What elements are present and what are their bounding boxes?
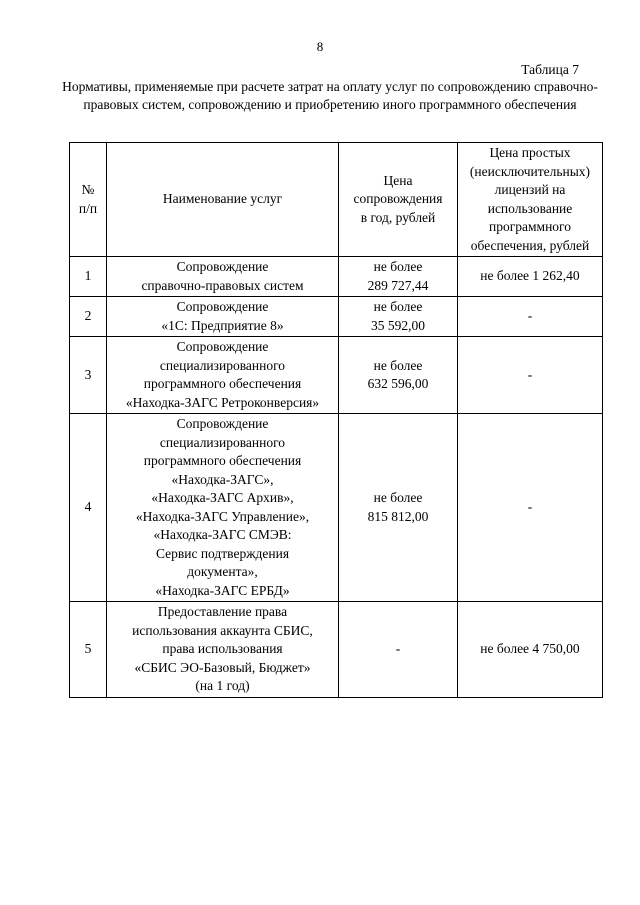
row-service-name: Сопровождение «1С: Предприятие 8» [107,297,339,337]
norms-table [69,142,603,698]
row-license-price: - [458,414,603,602]
table-row [70,257,603,297]
row-license-price: - [458,337,603,414]
document-title: Нормативы, применяемые при расчете затрат на оплату услуг по сопровождению справочно-правовых систем, сопровождению и приобретению иного программного обеспечения [62,79,598,112]
header-number: № п/п [70,143,107,257]
row-number: 5 [70,602,107,698]
row-support-price: не более 35 592,00 [339,297,458,337]
table-row [70,297,603,337]
row-service-name: Сопровождение специализированного программного обеспечения «Находка-ЗАГС», «Находка-ЗАГС Архив», «Находка-ЗАГС Управление», «Находка-ЗАГС СМЭВ: Сервис подтверждения документа», «Находка-ЗАГС ЕРБД» [107,414,339,602]
table-header-row [70,143,603,257]
row-support-price: не более 289 727,44 [339,257,458,297]
row-service-name: Сопровождение специализированного программного обеспечения «Находка-ЗАГС Ретроконверсия» [107,337,339,414]
row-license-price: не более 4 750,00 [458,602,603,698]
header-license-price: Цена простых (неисключительных) лицензий на использование программного обеспечения, рублей [458,143,603,257]
row-license-price: - [458,297,603,337]
table-row [70,337,603,414]
table-row [70,414,603,602]
row-number: 1 [70,257,107,297]
row-license-price: не более 1 262,40 [458,257,603,297]
table-row [70,602,603,698]
header-service-name: Наименование услуг [107,143,339,257]
row-number: 4 [70,414,107,602]
table-label: Таблица 7 [521,62,579,77]
header-support-price: Цена сопровождения в год, рублей [339,143,458,257]
row-support-price: не более 815 812,00 [339,414,458,602]
row-number: 3 [70,337,107,414]
page-number: 8 [316,39,324,54]
row-service-name: Сопровождение справочно-правовых систем [107,257,339,297]
row-number: 2 [70,297,107,337]
row-support-price: - [339,602,458,698]
row-support-price: не более 632 596,00 [339,337,458,414]
row-service-name: Предоставление права использования аккаунта СБИС, права использования «СБИС ЭО-Базовый, Бюджет» (на 1 год) [107,602,339,698]
